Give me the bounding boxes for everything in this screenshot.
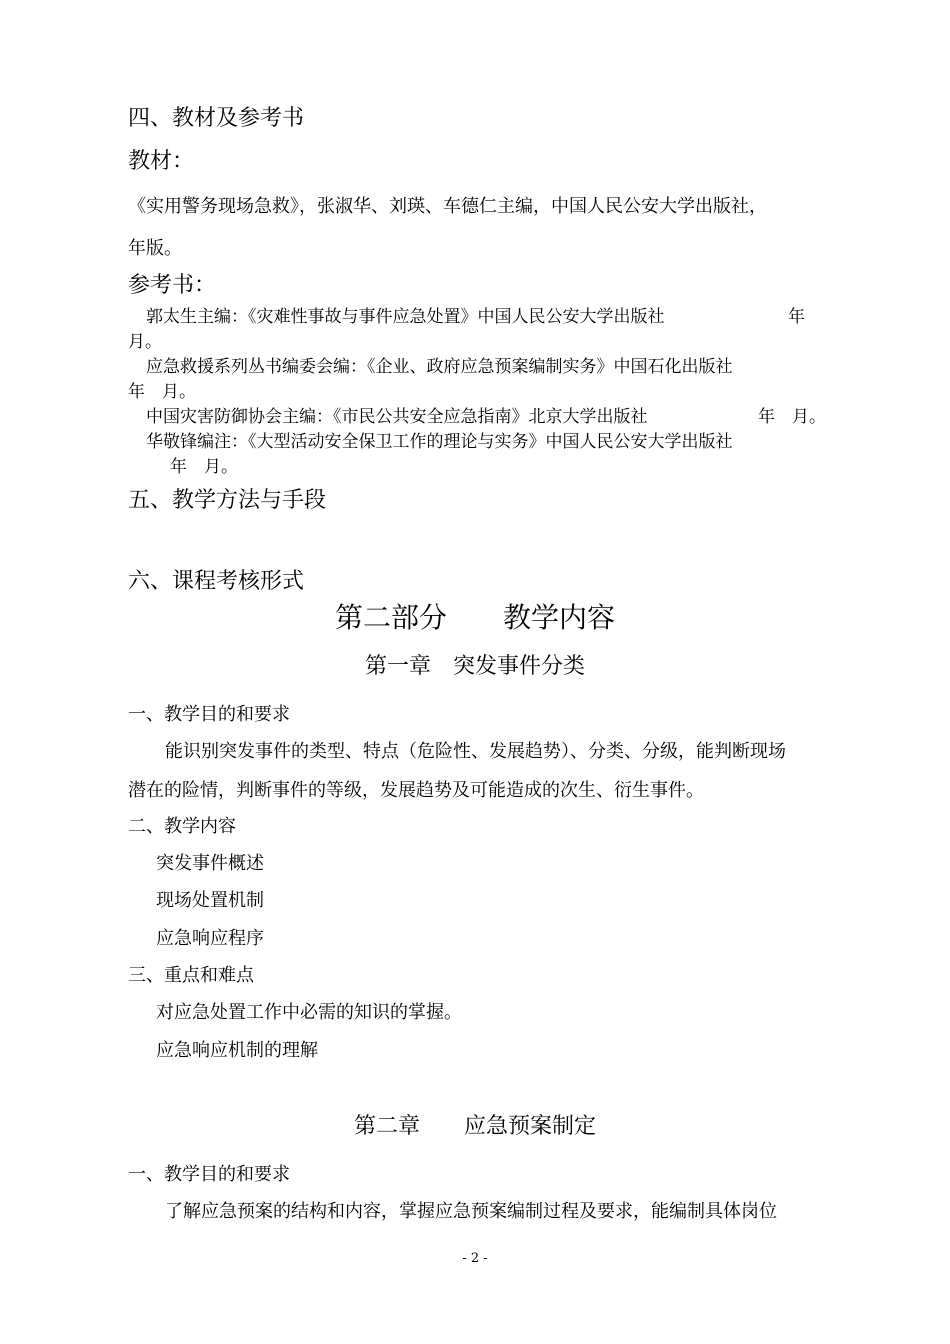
- page-number: - 2 -: [462, 1251, 488, 1266]
- chapter2-title: 第二章 应急预案制定: [353, 1114, 596, 1139]
- chapter2-goals-line1: 了解应急预案的结构和内容，掌握应急预案编制过程及要求，能编制具体岗位: [165, 1201, 777, 1222]
- chapter1-content-label: 二、教学内容: [128, 816, 236, 837]
- reference-2-line1: 应急救援系列丛书编委会编：《企业、政府应急预案编制实务》中国石化出版社: [146, 357, 733, 377]
- reference-4-line1: 华敬锋编注：《大型活动安全保卫工作的理论与实务》中国人民公安大学出版社: [146, 432, 733, 452]
- chapter1-key-label: 三、重点和难点: [128, 965, 254, 986]
- chapter1-key-item: 应急响应机制的理解: [156, 1040, 318, 1061]
- reference-3-line1: 中国灾害防御协会主编：《市民公共安全应急指南》北京大学出版社: [146, 407, 648, 427]
- chapter1-goals-line1: 能识别突发事件的类型、特点（危险性、发展趋势）、分类、分级，能判断现场: [165, 741, 786, 762]
- reference-1-line1: 郭太生主编：《灾难性事故与事件应急处置》中国人民公安大学出版社: [146, 307, 665, 327]
- chapter1-goals-line2: 潜在的险情，判断事件的等级，发展趋势及可能造成的次生、衍生事件。: [128, 780, 704, 801]
- chapter1-title: 第一章 突发事件分类: [364, 654, 585, 679]
- textbook-label: 教材：: [128, 149, 195, 174]
- reference-3-date: 年 月。: [758, 407, 826, 427]
- chapter1-key-item: 对应急处置工作中必需的知识的掌握。: [156, 1002, 462, 1023]
- part2-title: 第二部分 教学内容: [334, 601, 615, 634]
- section4-heading: 四、教材及参考书: [128, 106, 305, 131]
- reference-4-line2: 年 月。: [170, 457, 238, 477]
- chapter1-content-item: 应急响应程序: [156, 928, 264, 949]
- chapter1-goals-label: 一、教学目的和要求: [128, 704, 290, 725]
- chapter2-goals-label: 一、教学目的和要求: [128, 1164, 290, 1185]
- textbook-line1: 《实用警务现场急救》，张淑华、刘瑛、车德仁主编，中国人民公安大学出版社，: [128, 196, 767, 217]
- section5-heading: 五、教学方法与手段: [128, 488, 327, 513]
- chapter1-content-item: 突发事件概述: [156, 853, 264, 874]
- textbook-line2: 年版。: [128, 238, 182, 259]
- reference-1-year: 年: [788, 307, 805, 327]
- section6-heading: 六、课程考核形式: [128, 569, 305, 594]
- chapter1-content-item: 现场处置机制: [156, 890, 264, 911]
- reference-2-line2: 年 月。: [128, 382, 196, 402]
- references-label: 参考书：: [128, 273, 217, 298]
- reference-1-line2: 月。: [128, 332, 162, 352]
